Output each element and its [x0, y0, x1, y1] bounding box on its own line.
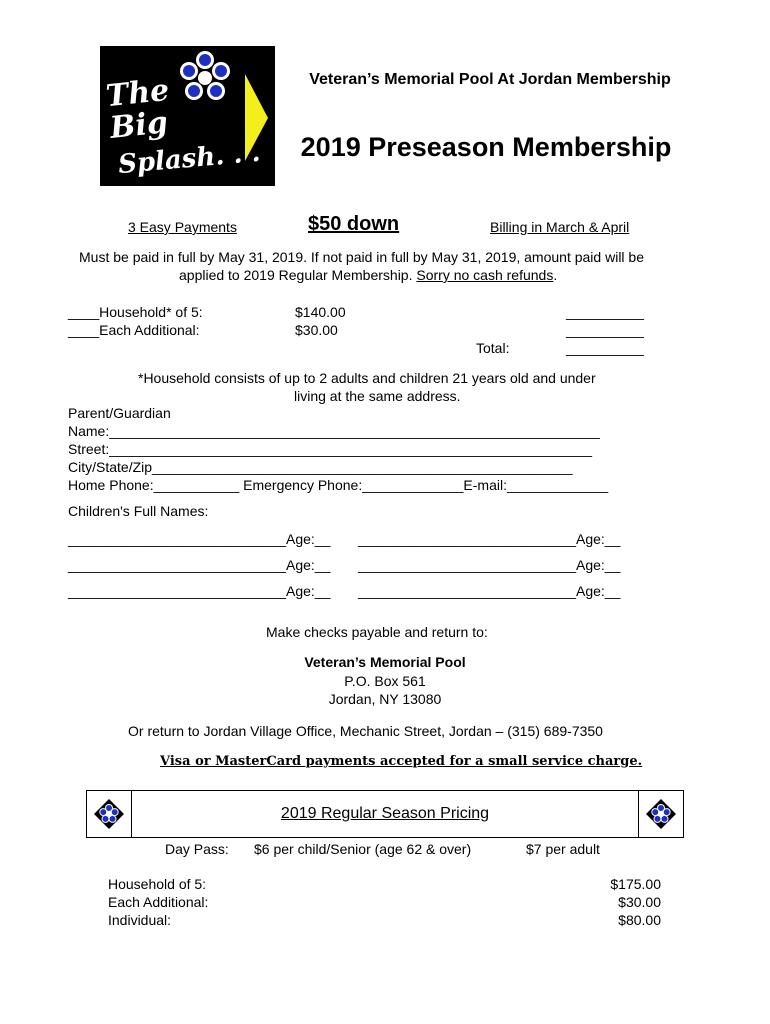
- card-payments-text: Visa or MasterCard payments accepted for a small service charge.: [160, 754, 643, 769]
- additional-blank[interactable]: __________: [566, 322, 644, 338]
- children-label: Children's Full Names:: [68, 503, 209, 519]
- flower-badge-right: [638, 791, 683, 837]
- billing-months: Billing in March & April: [490, 219, 630, 235]
- child-name-field[interactable]: ____________________________Age:__: [358, 583, 621, 599]
- household-footnote-line2: living at the same address.: [294, 388, 461, 404]
- child-name-field[interactable]: ____________________________Age:__: [358, 557, 621, 573]
- child-name-field[interactable]: ____________________________Age:__: [68, 583, 331, 599]
- flower-diamond-icon: [646, 799, 676, 829]
- rs-additional-price: $30.00: [618, 894, 661, 910]
- total-label: Total:: [476, 340, 510, 356]
- logo-line3: Splash. . .: [116, 137, 262, 181]
- child-name-field[interactable]: ____________________________Age:__: [68, 531, 331, 547]
- rs-individual-price: $80.00: [618, 912, 661, 928]
- day-pass-adult-price: $7 per adult: [526, 841, 600, 857]
- household-blank[interactable]: __________: [566, 304, 644, 320]
- parent-guardian-label: Parent/Guardian: [68, 405, 171, 421]
- additional-label: ____Each Additional:: [68, 322, 200, 338]
- phone-email-field[interactable]: Home Phone:___________ Emergency Phone:_____________E-mail:_____________: [68, 477, 609, 493]
- child-name-field[interactable]: ____________________________Age:__: [358, 531, 621, 547]
- no-refunds-text: Sorry no cash refunds: [416, 267, 554, 283]
- pool-name: Veteran’s Memorial Pool: [304, 654, 466, 670]
- notice-line2: applied to 2019 Regular Membership. Sorry no cash refunds.: [179, 267, 558, 283]
- city-address: Jordan, NY 13080: [328, 691, 442, 707]
- city-state-zip-field[interactable]: City/State/Zip______________________________________________________: [68, 459, 573, 475]
- po-box: P.O. Box 561: [344, 673, 426, 689]
- down-payment: $50 down: [308, 213, 400, 235]
- household-footnote-line1: *Household consists of up to 2 adults and children 21 years old and under: [138, 370, 596, 386]
- rs-household-label: Household of 5:: [108, 876, 207, 892]
- org-title: Veteran’s Memorial Pool At Jordan Membership: [309, 71, 671, 88]
- household-label: ____Household* of 5:: [68, 304, 203, 320]
- day-pass-child-price: $6 per child/Senior (age 62 & over): [254, 841, 472, 857]
- checks-payable-text: Make checks payable and return to:: [266, 624, 488, 640]
- regular-season-title: 2019 Regular Season Pricing: [280, 805, 490, 822]
- logo-line2: Big: [108, 105, 170, 146]
- easy-payments: 3 Easy Payments: [128, 219, 237, 235]
- day-pass-label: Day Pass:: [165, 841, 229, 857]
- notice-line1: Must be paid in full by May 31, 2019. If not paid in full by May 31, 2019, amount paid will be: [79, 249, 644, 265]
- preseason-title: 2019 Preseason Membership: [300, 132, 672, 162]
- village-office-text: Or return to Jordan Village Office, Mechanic Street, Jordan – (315) 689-7350: [128, 723, 603, 739]
- total-blank[interactable]: __________: [566, 340, 644, 356]
- big-splash-logo: [100, 46, 275, 186]
- street-field[interactable]: Street:______________________________________________________________: [68, 441, 592, 457]
- name-field[interactable]: Name:_______________________________________________________________: [68, 423, 600, 439]
- child-name-field[interactable]: ____________________________Age:__: [68, 557, 331, 573]
- rs-individual-label: Individual:: [108, 912, 172, 928]
- household-price: $140.00: [295, 304, 346, 320]
- regular-season-header: [86, 790, 684, 838]
- rs-household-price: $175.00: [610, 876, 661, 892]
- flower-icon: [180, 51, 230, 100]
- logo-line1: The: [104, 72, 171, 115]
- rs-additional-label: Each Additional:: [108, 894, 209, 910]
- additional-price: $30.00: [295, 322, 338, 338]
